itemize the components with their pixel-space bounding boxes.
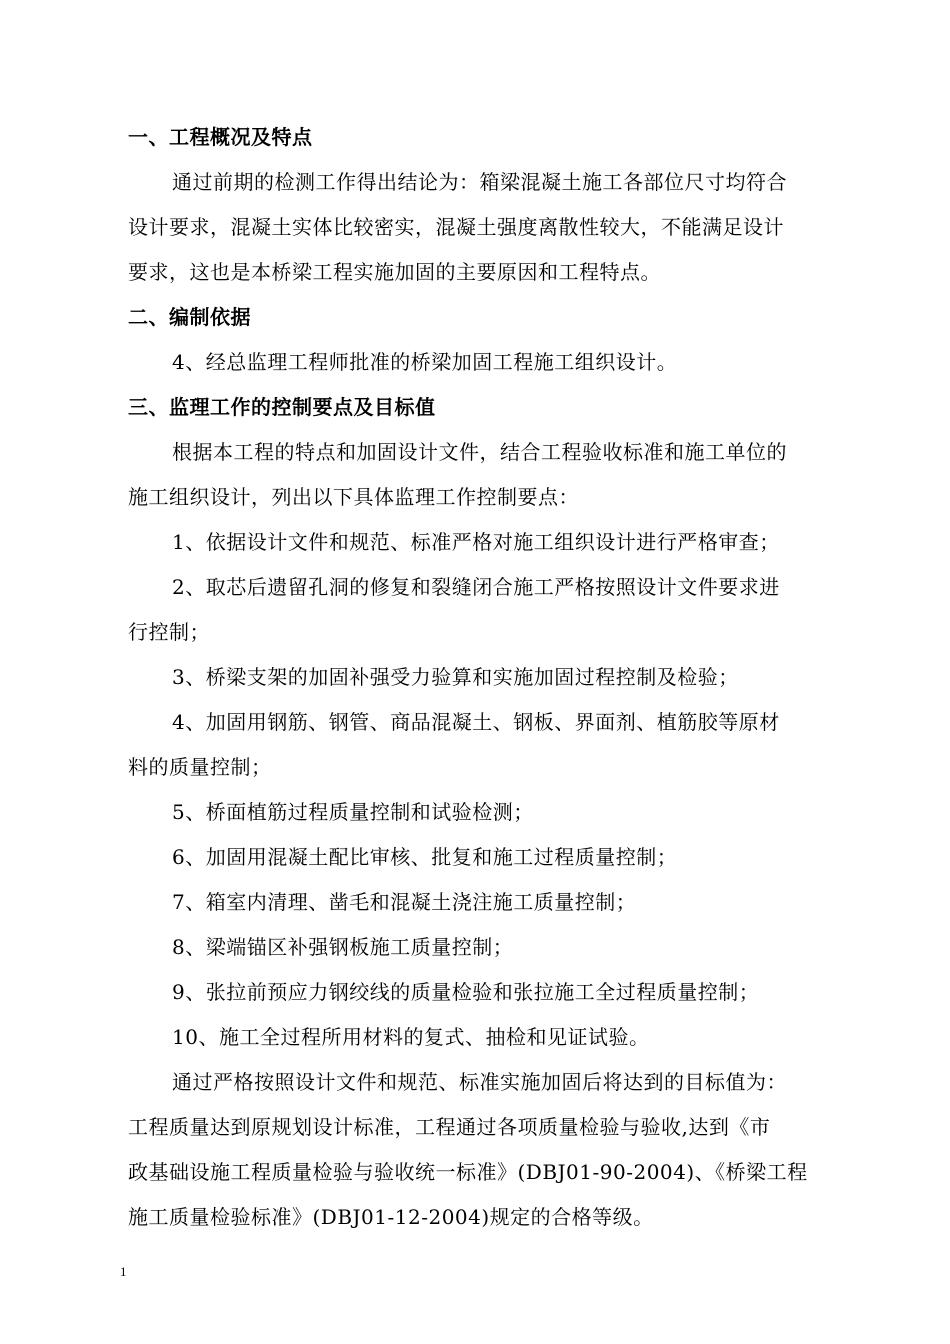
- paragraph-line: 要求，这也是本桥梁工程实施加固的主要原因和工程特点。: [128, 260, 661, 284]
- list-item: 10、施工全过程所用材料的复式、抽检和见证试验。: [172, 1025, 650, 1049]
- paragraph-line: 施工组织设计，列出以下具体监理工作控制要点：: [128, 485, 579, 509]
- paragraph-line: 工程质量达到原规划设计标准，工程通过各项质量检验与验收,达到《市: [128, 1115, 771, 1139]
- section-heading-3: 三、监理工作的控制要点及目标值: [128, 395, 436, 419]
- page-number: 1: [120, 1264, 127, 1279]
- list-item-continuation: 料的质量控制；: [128, 755, 272, 779]
- paragraph-line: 4、经总监理工程师批准的桥梁加固工程施工组织设计。: [172, 350, 678, 374]
- paragraph-line: 通过前期的检测工作得出结论为：箱梁混凝土施工各部位尺寸均符合: [172, 170, 787, 194]
- paragraph-line: 通过严格按照设计文件和规范、标准实施加固后将达到的目标值为：: [172, 1070, 787, 1094]
- list-item: 7、箱室内清理、凿毛和混凝土浇注施工质量控制；: [172, 890, 637, 914]
- list-item: 1、依据设计文件和规范、标准严格对施工组织设计进行严格审查；: [172, 530, 780, 554]
- paragraph-line: 根据本工程的特点和加固设计文件，结合工程验收标准和施工单位的: [172, 440, 787, 464]
- paragraph-line: 设计要求，混凝土实体比较密实，混凝土强度离散性较大，不能满足设计: [128, 215, 784, 239]
- list-item: 4、加固用钢筋、钢管、商品混凝土、钢板、界面剂、植筋胶等原材: [172, 710, 780, 734]
- list-item: 8、梁端锚区补强钢板施工质量控制；: [172, 935, 514, 959]
- section-heading-2: 二、编制依据: [128, 305, 251, 329]
- section-heading-1: 一、工程概况及特点: [128, 125, 313, 149]
- list-item: 5、桥面植筋过程质量控制和试验检测；: [172, 800, 534, 824]
- paragraph-line: 施工质量检验标准》(DBJ01-12-2004)规定的合格等级。: [128, 1205, 654, 1229]
- list-item: 9、张拉前预应力钢绞线的质量检验和张拉施工全过程质量控制；: [172, 980, 760, 1004]
- list-item: 3、桥梁支架的加固补强受力验算和实施加固过程控制及检验；: [172, 665, 739, 689]
- list-item: 6、加固用混凝土配比审核、批复和施工过程质量控制；: [172, 845, 678, 869]
- list-item-continuation: 行控制；: [128, 620, 210, 644]
- paragraph-line: 政基础设施工程质量检验与验收统一标准》(DBJ01-90-2004)、《桥梁工程: [128, 1160, 808, 1184]
- list-item: 2、取芯后遗留孔洞的修复和裂缝闭合施工严格按照设计文件要求进: [172, 575, 780, 599]
